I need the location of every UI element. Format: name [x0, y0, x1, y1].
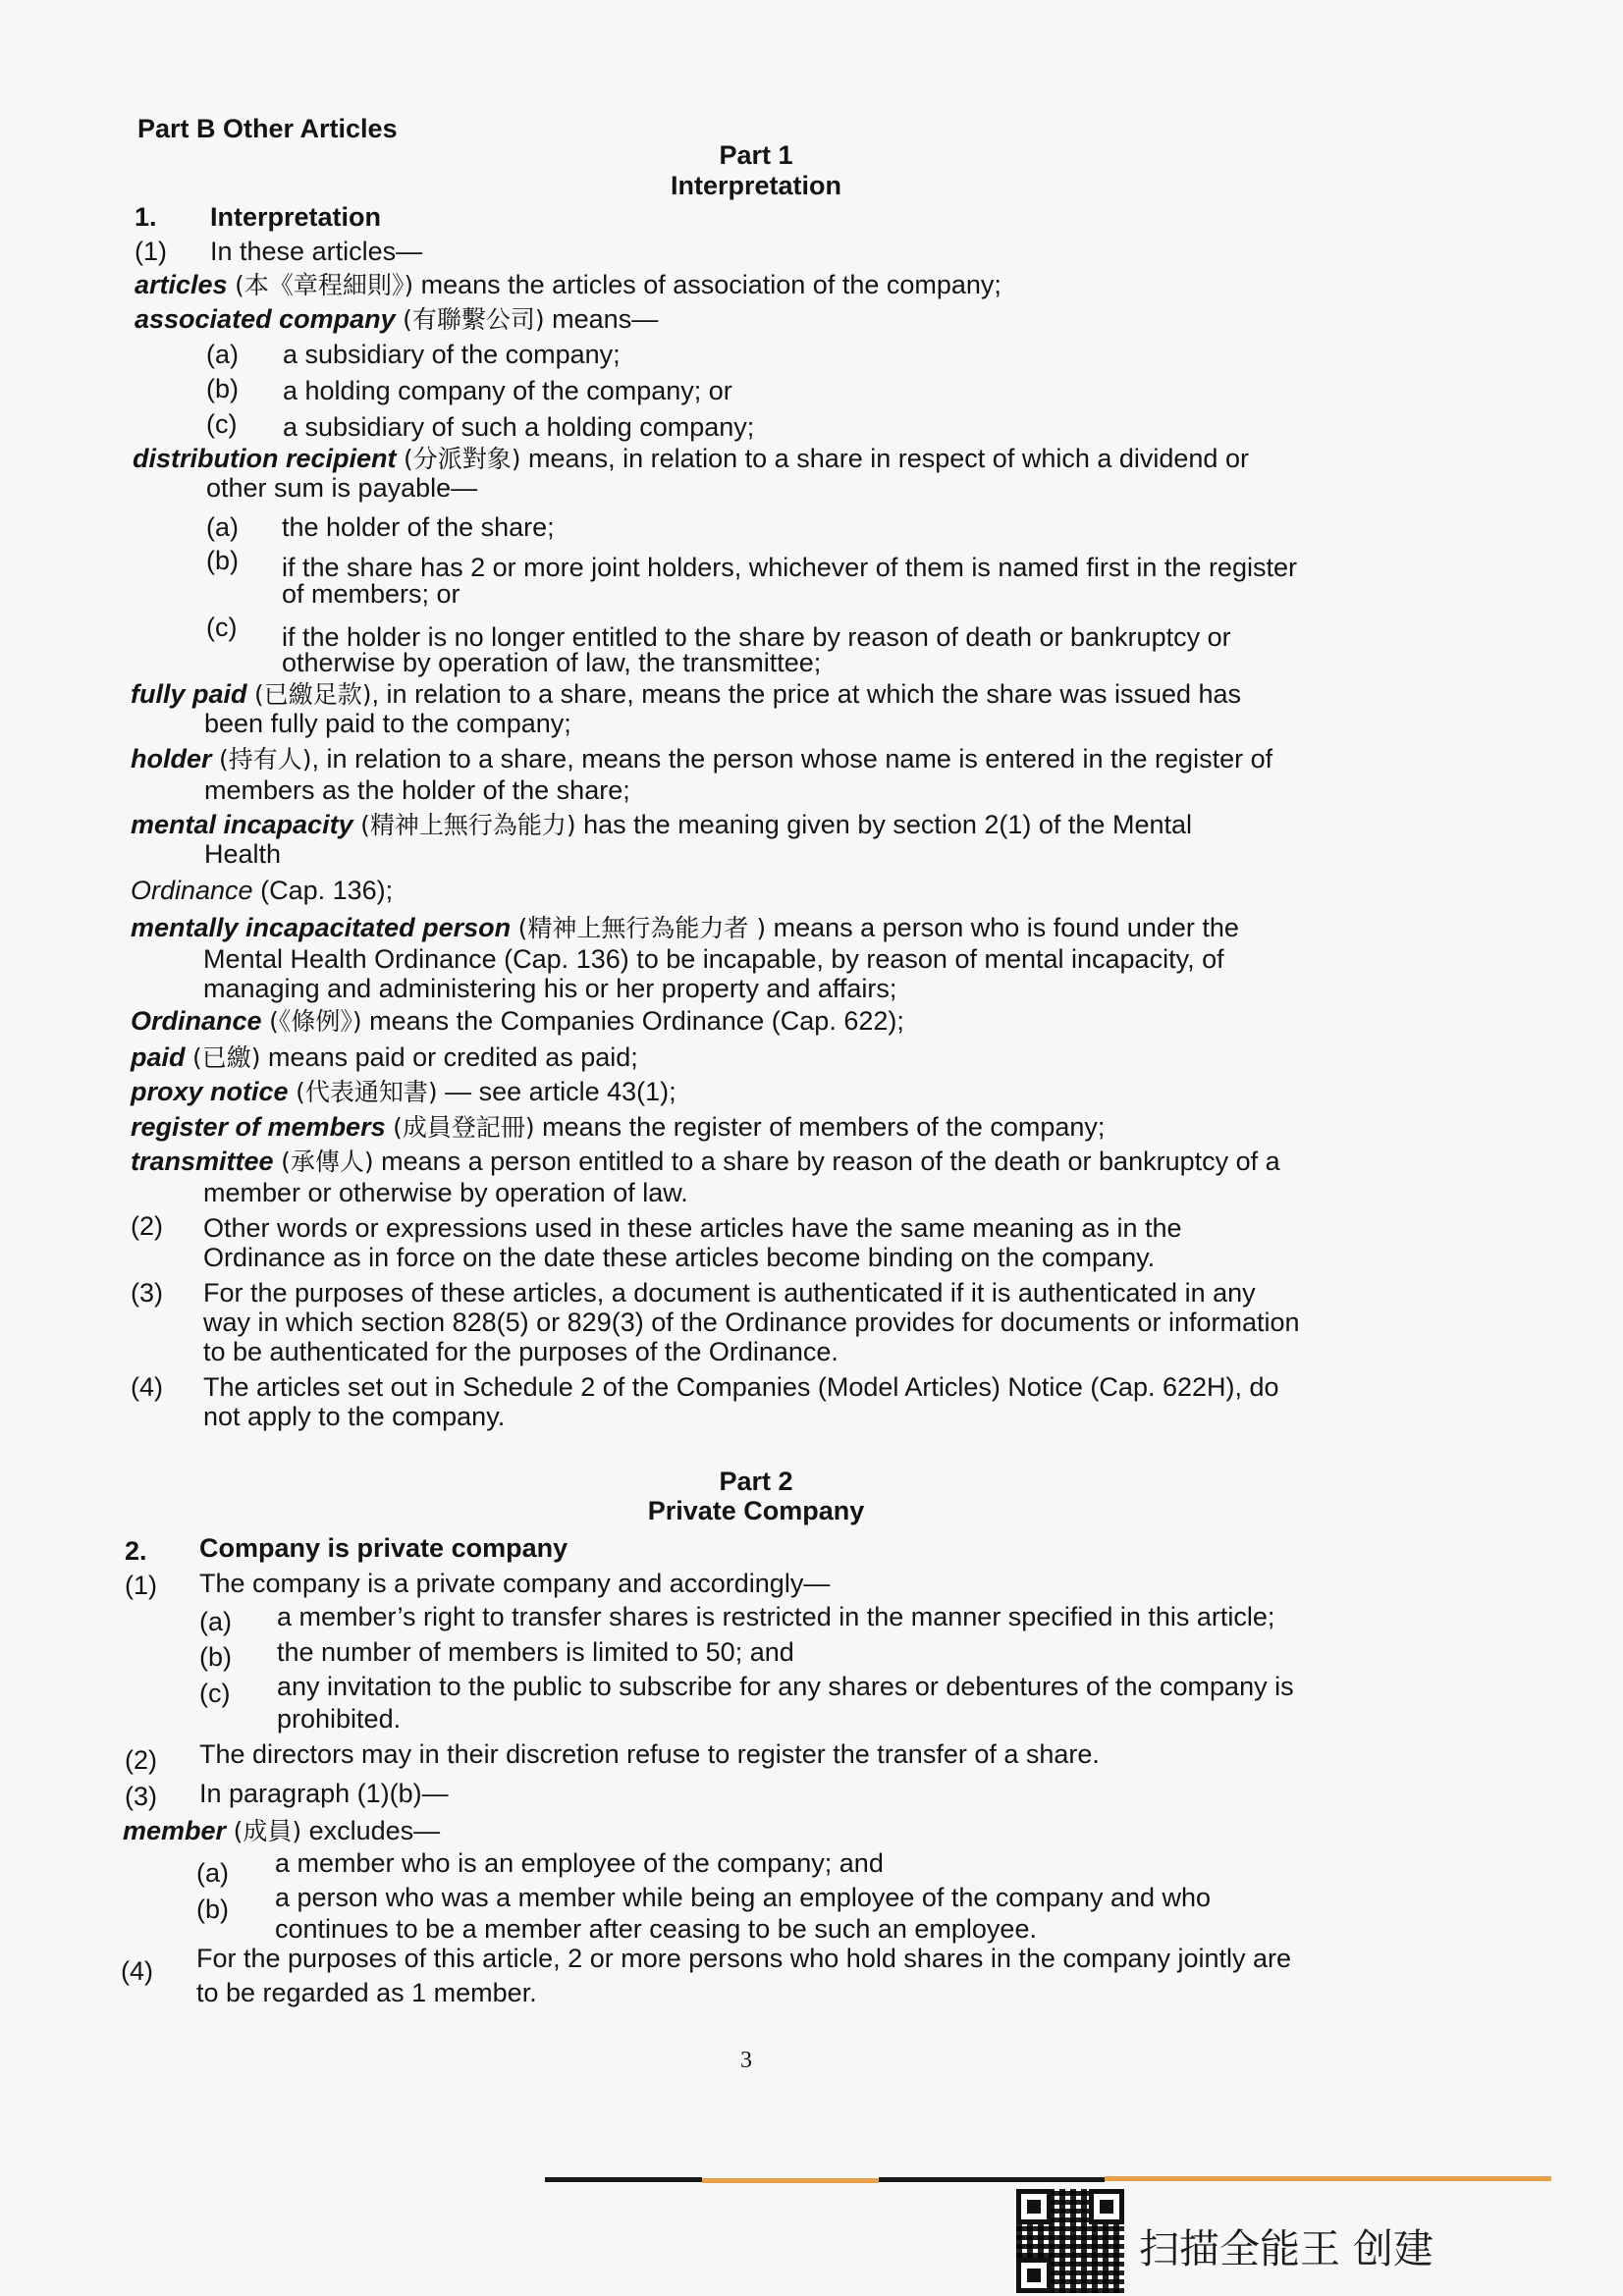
- definition: means a person entitled to a share by reason of the death or bankruptcy of a: [373, 1147, 1280, 1176]
- definition-ordinance: [131, 1006, 904, 1037]
- part-b-heading: Part B Other Articles: [137, 114, 398, 143]
- term: holder: [131, 744, 212, 774]
- definition: has the meaning given by section 2(1) of the Mental: [575, 810, 1192, 839]
- list-item: (b): [196, 1895, 229, 1924]
- term: distribution recipient: [133, 444, 397, 473]
- list-item: (a): [196, 1858, 229, 1888]
- list-item-text: of members; or: [282, 579, 460, 609]
- a1-p3-text: For the purposes of these articles, a document is authenticated if it is authenticated in any: [203, 1278, 1256, 1308]
- list-item-text: any invitation to the public to subscribe for any shares or debentures of the company is: [277, 1672, 1294, 1701]
- page-number: 3: [740, 2048, 752, 2073]
- definition: means—: [544, 304, 659, 334]
- article-1-number: 1.: [135, 202, 157, 232]
- definition-mental-incapacity: [131, 810, 1192, 840]
- definition: means a person who is found under the: [766, 913, 1239, 942]
- list-item-text: a member’s right to transfer shares is restricted in the manner specified in this article;: [277, 1602, 1275, 1631]
- a2-p1-text: The company is a private company and accordingly—: [199, 1569, 831, 1598]
- definition-transmittee: [131, 1147, 1280, 1177]
- list-item: (c): [199, 1679, 231, 1708]
- definition-italic: Ordinance: [131, 876, 253, 905]
- list-item-text: a holding company of the company; or: [283, 376, 732, 405]
- definition-continued: managing and administering his or her property and affairs;: [203, 974, 897, 1003]
- definition: means, in relation to a share in respect of which a dividend or: [520, 444, 1249, 473]
- a1-p3-text: to be authenticated for the purposes of the Ordinance.: [203, 1337, 839, 1366]
- list-item-text: if the share has 2 or more joint holders, whichever of them is named first in the register: [282, 553, 1297, 582]
- definition-holder: [131, 744, 1272, 774]
- definition-fully-paid: [131, 679, 1241, 710]
- definition-continued: Health: [204, 839, 282, 869]
- definition-continued: Mental Health Ordinance (Cap. 136) to be incapable, by reason of mental incapacity, of: [203, 944, 1224, 974]
- part2-title: Part 2: [719, 1467, 793, 1496]
- definition: (Cap. 136);: [252, 876, 394, 905]
- a2-p4-number: (4): [121, 1956, 153, 1986]
- list-item-text: a subsidiary of such a holding company;: [283, 412, 755, 442]
- a2-p3-text: In paragraph (1)(b)—: [199, 1779, 449, 1808]
- list-item: (b): [206, 546, 239, 575]
- list-item-text: a subsidiary of the company;: [283, 340, 621, 369]
- list-item: (b): [199, 1642, 232, 1672]
- article-1-heading: Interpretation: [210, 202, 382, 232]
- article-2-heading: Company is private company: [199, 1533, 568, 1563]
- term-zh: (成員): [233, 1817, 302, 1845]
- term: paid: [131, 1042, 186, 1072]
- part2-subtitle: Private Company: [647, 1496, 865, 1525]
- a2-p3-number: (3): [125, 1782, 157, 1811]
- term-zh: (《條例》): [269, 1007, 362, 1036]
- definition: means paid or credited as paid;: [260, 1042, 638, 1072]
- list-item: (a): [199, 1607, 232, 1636]
- term: mentally incapacitated person: [131, 913, 512, 942]
- term-zh: (成員登記冊): [393, 1113, 535, 1142]
- footer-rule-orange: [1105, 2176, 1551, 2181]
- definition-register-of-members: [131, 1112, 1105, 1143]
- list-item-text: if the holder is no longer entitled to the share by reason of death or bankruptcy or: [282, 622, 1231, 652]
- list-item-text: a person who was a member while being an employee of the company and who: [275, 1883, 1212, 1912]
- list-item: (c): [206, 409, 238, 439]
- definition-continued: member or otherwise by operation of law.: [203, 1178, 688, 1207]
- definition-continued: been fully paid to the company;: [204, 709, 571, 738]
- term: proxy notice: [131, 1077, 289, 1106]
- definition-paid: [131, 1042, 638, 1073]
- term: member: [123, 1816, 227, 1845]
- definition: means the articles of association of the company;: [413, 270, 1001, 299]
- term-zh: (已繳): [192, 1043, 261, 1072]
- list-item-text: the holder of the share;: [282, 512, 555, 542]
- part1-subtitle: Interpretation: [670, 171, 841, 200]
- list-item-text: a member who is an employee of the company; and: [275, 1848, 884, 1878]
- list-item-text: continues to be a member after ceasing to be such an employee.: [275, 1914, 1037, 1944]
- qr-code-icon: [1016, 2189, 1124, 2293]
- a2-p2-number: (2): [125, 1745, 157, 1775]
- definition: , in relation to a share, means the price at which the share was issued has: [371, 679, 1242, 709]
- definition-associated-company: [135, 304, 658, 335]
- definition-articles: [135, 270, 1001, 300]
- a1-p4-text: The articles set out in Schedule 2 of the Companies (Model Articles) Notice (Cap. 622H), do: [203, 1372, 1279, 1402]
- definition-continued: other sum is payable—: [206, 473, 478, 503]
- a1-p3-number: (3): [131, 1278, 163, 1308]
- definition-member: [123, 1816, 440, 1846]
- footer-rule-orange: [702, 2178, 879, 2183]
- definition-distribution-recipient: [133, 444, 1389, 474]
- article-2-number: 2.: [125, 1536, 147, 1566]
- term: associated company: [135, 304, 396, 334]
- a2-p2-text: The directors may in their discretion refuse to register the transfer of a share.: [199, 1739, 1100, 1769]
- term-zh: (精神上無行為能力): [360, 811, 576, 839]
- scanner-watermark: 扫描全能王 创建: [1139, 2225, 1434, 2272]
- term: Ordinance: [131, 1006, 262, 1036]
- definition-proxy-notice: [131, 1077, 676, 1107]
- definition: excludes—: [301, 1816, 441, 1845]
- term-zh: (精神上無行為能力者 ): [517, 914, 767, 942]
- definition: — see article 43(1);: [437, 1077, 676, 1106]
- definition-continued: [131, 876, 393, 905]
- footer-rule-dark: [879, 2177, 1105, 2182]
- term-zh: (持有人): [219, 745, 312, 774]
- a1-p2-text: Other words or expressions used in these articles have the same meaning as in the: [203, 1213, 1182, 1243]
- list-item: (c): [206, 613, 238, 642]
- definition-mentally-incapacitated-person: [131, 913, 1239, 943]
- term-zh: (代表通知書): [296, 1078, 438, 1106]
- definition-continued: members as the holder of the share;: [204, 775, 630, 805]
- footer-rule-dark: [545, 2177, 702, 2182]
- a1-p4-text: not apply to the company.: [203, 1402, 506, 1431]
- term: articles: [135, 270, 228, 299]
- definition: , in relation to a share, means the person whose name is entered in the register of: [311, 744, 1273, 774]
- a1-p4-number: (4): [131, 1372, 163, 1402]
- list-item-text: the number of members is limited to 50; and: [277, 1637, 794, 1667]
- term-zh: (承傳人): [281, 1148, 374, 1176]
- term-zh: (本《章程細則》): [235, 271, 414, 299]
- a2-p4-text: For the purposes of this article, 2 or more persons who hold shares in the company jointly are: [196, 1944, 1292, 1973]
- a1-p1-number: (1): [135, 237, 167, 266]
- a2-p4-text: to be regarded as 1 member.: [196, 1978, 537, 2007]
- definition: means the register of members of the company;: [534, 1112, 1106, 1142]
- list-item: (a): [206, 512, 239, 542]
- list-item-text: prohibited.: [277, 1704, 402, 1734]
- list-item-text: otherwise by operation of law, the transmittee;: [282, 648, 822, 677]
- part1-title: Part 1: [719, 140, 793, 170]
- list-item: (a): [206, 340, 239, 369]
- term: transmittee: [131, 1147, 274, 1176]
- term: register of members: [131, 1112, 386, 1142]
- a1-p3-text: way in which section 828(5) or 829(3) of the Ordinance provides for documents or information: [203, 1308, 1300, 1337]
- definition: means the Companies Ordinance (Cap. 622);: [361, 1006, 904, 1036]
- a2-p1-number: (1): [125, 1571, 157, 1600]
- a1-p2-text: Ordinance as in force on the date these articles become binding on the company.: [203, 1243, 1156, 1272]
- term-zh: (有聯繫公司): [403, 305, 545, 334]
- term: mental incapacity: [131, 810, 353, 839]
- a1-p2-number: (2): [131, 1211, 163, 1241]
- list-item: (b): [206, 374, 239, 403]
- term-zh: (分派對象): [404, 445, 521, 473]
- a1-p1-text: In these articles—: [210, 237, 423, 266]
- term-zh: (已繳足款): [254, 680, 372, 709]
- term: fully paid: [131, 679, 247, 709]
